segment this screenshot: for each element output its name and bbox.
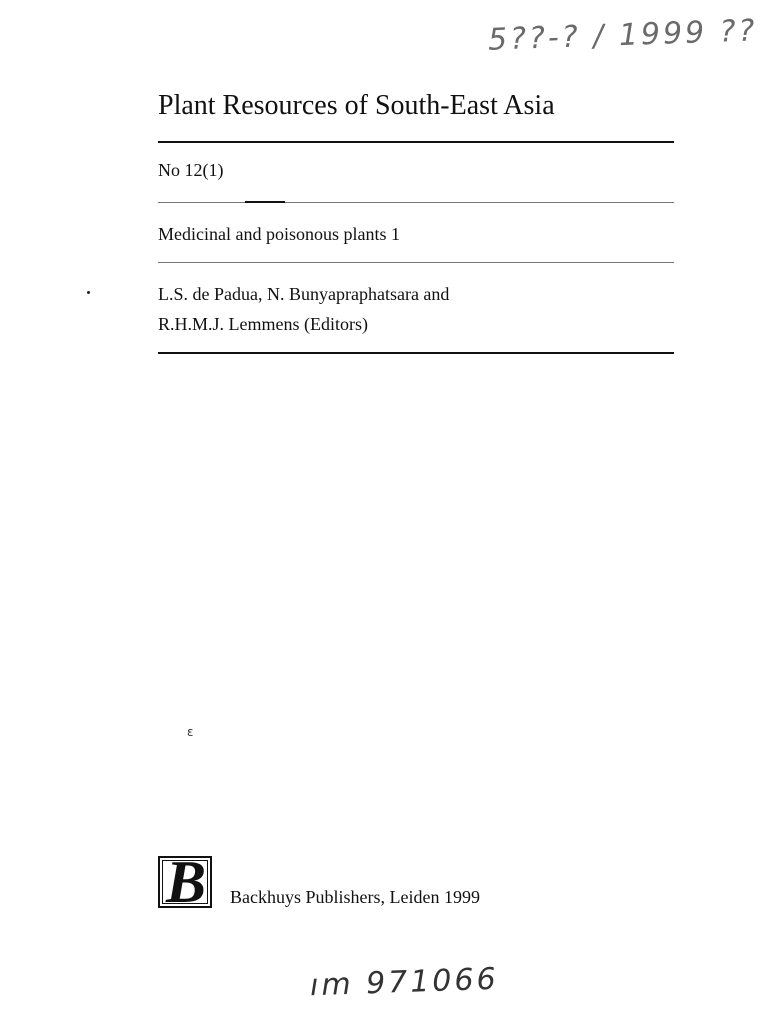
ink-speck bbox=[87, 291, 90, 294]
editors-rule bbox=[158, 352, 674, 354]
editors-line-2: R.H.M.J. Lemmens (Editors) bbox=[158, 314, 368, 334]
stray-mark: ɛ bbox=[187, 725, 194, 739]
handwritten-shelf-note: 5??-? / 1999 ?? bbox=[487, 13, 759, 58]
publisher-imprint: Backhuys Publishers, Leiden 1999 bbox=[230, 887, 480, 907]
volume-rule bbox=[158, 202, 674, 203]
editors-line-1: L.S. de Padua, N. Bunyapraphatsara and bbox=[158, 284, 450, 304]
publisher-logo-letter: B bbox=[166, 856, 207, 908]
volume-number: No 12(1) bbox=[158, 160, 224, 180]
handwritten-accession-number: ım 971066 bbox=[309, 961, 500, 1004]
subtitle-rule bbox=[158, 262, 674, 263]
publisher-block bbox=[158, 856, 480, 908]
title-rule bbox=[158, 141, 674, 143]
publisher-logo bbox=[158, 856, 212, 908]
volume-rule-accent bbox=[245, 201, 285, 203]
series-title: Plant Resources of South-East Asia bbox=[158, 90, 555, 121]
volume-title: Medicinal and poisonous plants 1 bbox=[158, 224, 400, 244]
